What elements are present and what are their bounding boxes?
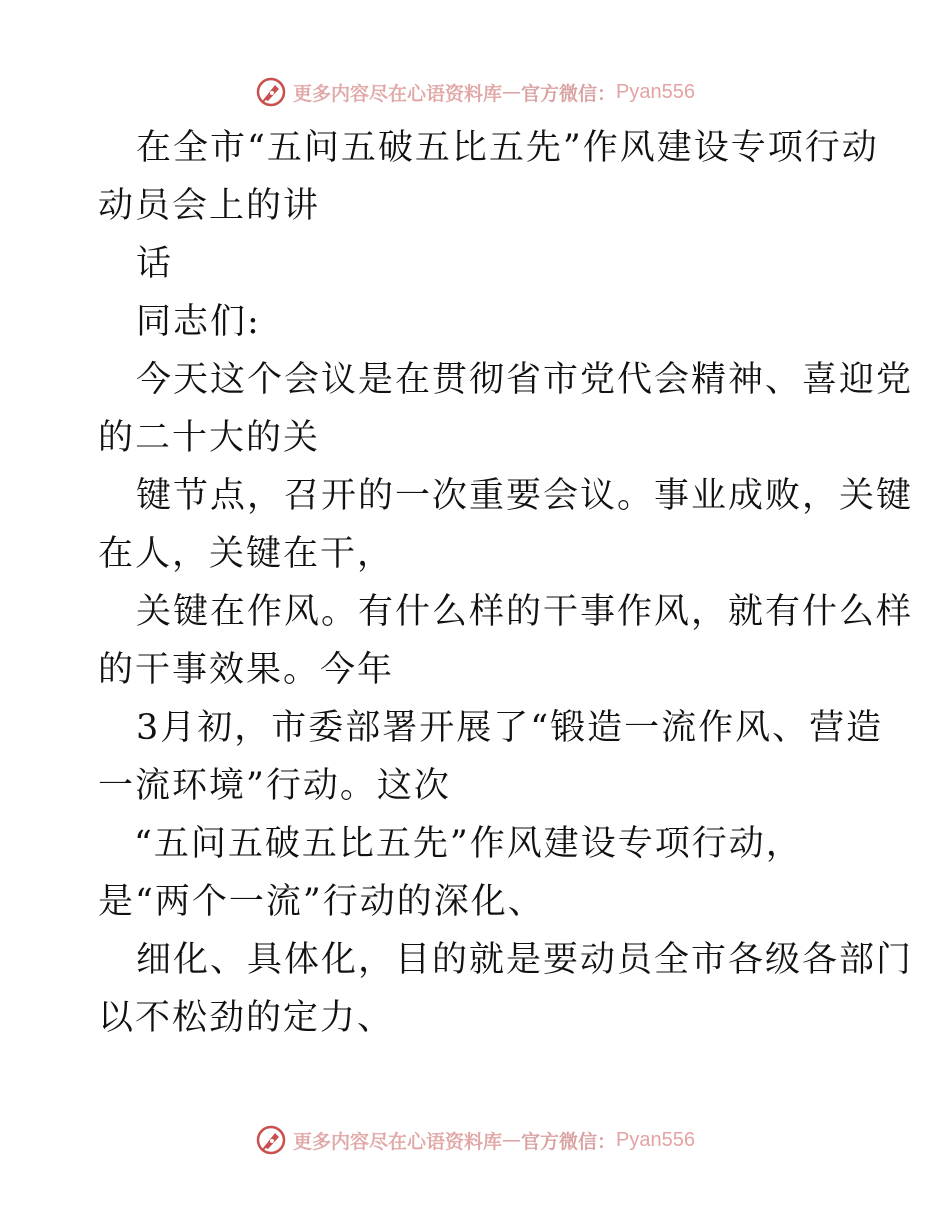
- banner-separator: —: [502, 81, 522, 103]
- paragraph-line: 键节点，召开的一次重要会议。事业成败，关键: [136, 476, 914, 516]
- banner-wechat-id: Pyan556: [616, 1128, 695, 1151]
- banner-wechat-label: 官方微信：: [521, 1130, 617, 1153]
- paragraph-line: 细化、具体化，目的就是要动员全市各级各部门: [136, 940, 914, 980]
- paragraph-line: 以不松劲的定力、: [98, 998, 395, 1038]
- paragraph-line: 一流环境”行动。这次: [98, 766, 451, 806]
- paragraph-line: “五问五破五比五先”作风建设专项行动，: [134, 824, 803, 864]
- title-line-2: 动员会上的讲: [98, 186, 321, 226]
- title-line-3: 话: [136, 244, 174, 284]
- salutation: 同志们:: [136, 302, 261, 342]
- banner-text: 更多内容尽在心语资料库: [293, 82, 503, 105]
- paragraph-line: 的干事效果。今年: [98, 650, 395, 690]
- banner-wechat-id: Pyan556: [616, 80, 695, 103]
- banner-text: 更多内容尽在心语资料库: [293, 1130, 503, 1153]
- paragraph-line: 在人，关键在干，: [98, 534, 395, 574]
- paragraph-line: 3月初，市委部署开展了“锻造一流作风、营造: [136, 708, 884, 748]
- paragraph-line: 的二十大的关: [98, 418, 321, 458]
- title-line-1: 在全市“五问五破五比五先”作风建设专项行动: [136, 128, 879, 168]
- paragraph-line: 今天这个会议是在贯彻省市党代会精神、喜迎党: [136, 360, 914, 400]
- footer-banner: [0, 1120, 950, 1160]
- paragraph-line: 关键在作风。有什么样的干事作风，就有什么样: [136, 592, 914, 632]
- header-banner: [0, 72, 950, 112]
- paragraph-line: 是“两个一流”行动的深化、: [98, 882, 545, 922]
- banner-separator: —: [502, 1129, 522, 1151]
- pen-nib-logo-icon: [255, 76, 287, 108]
- pen-nib-logo-icon: [255, 1124, 287, 1156]
- banner-wechat-label: 官方微信：: [521, 82, 617, 105]
